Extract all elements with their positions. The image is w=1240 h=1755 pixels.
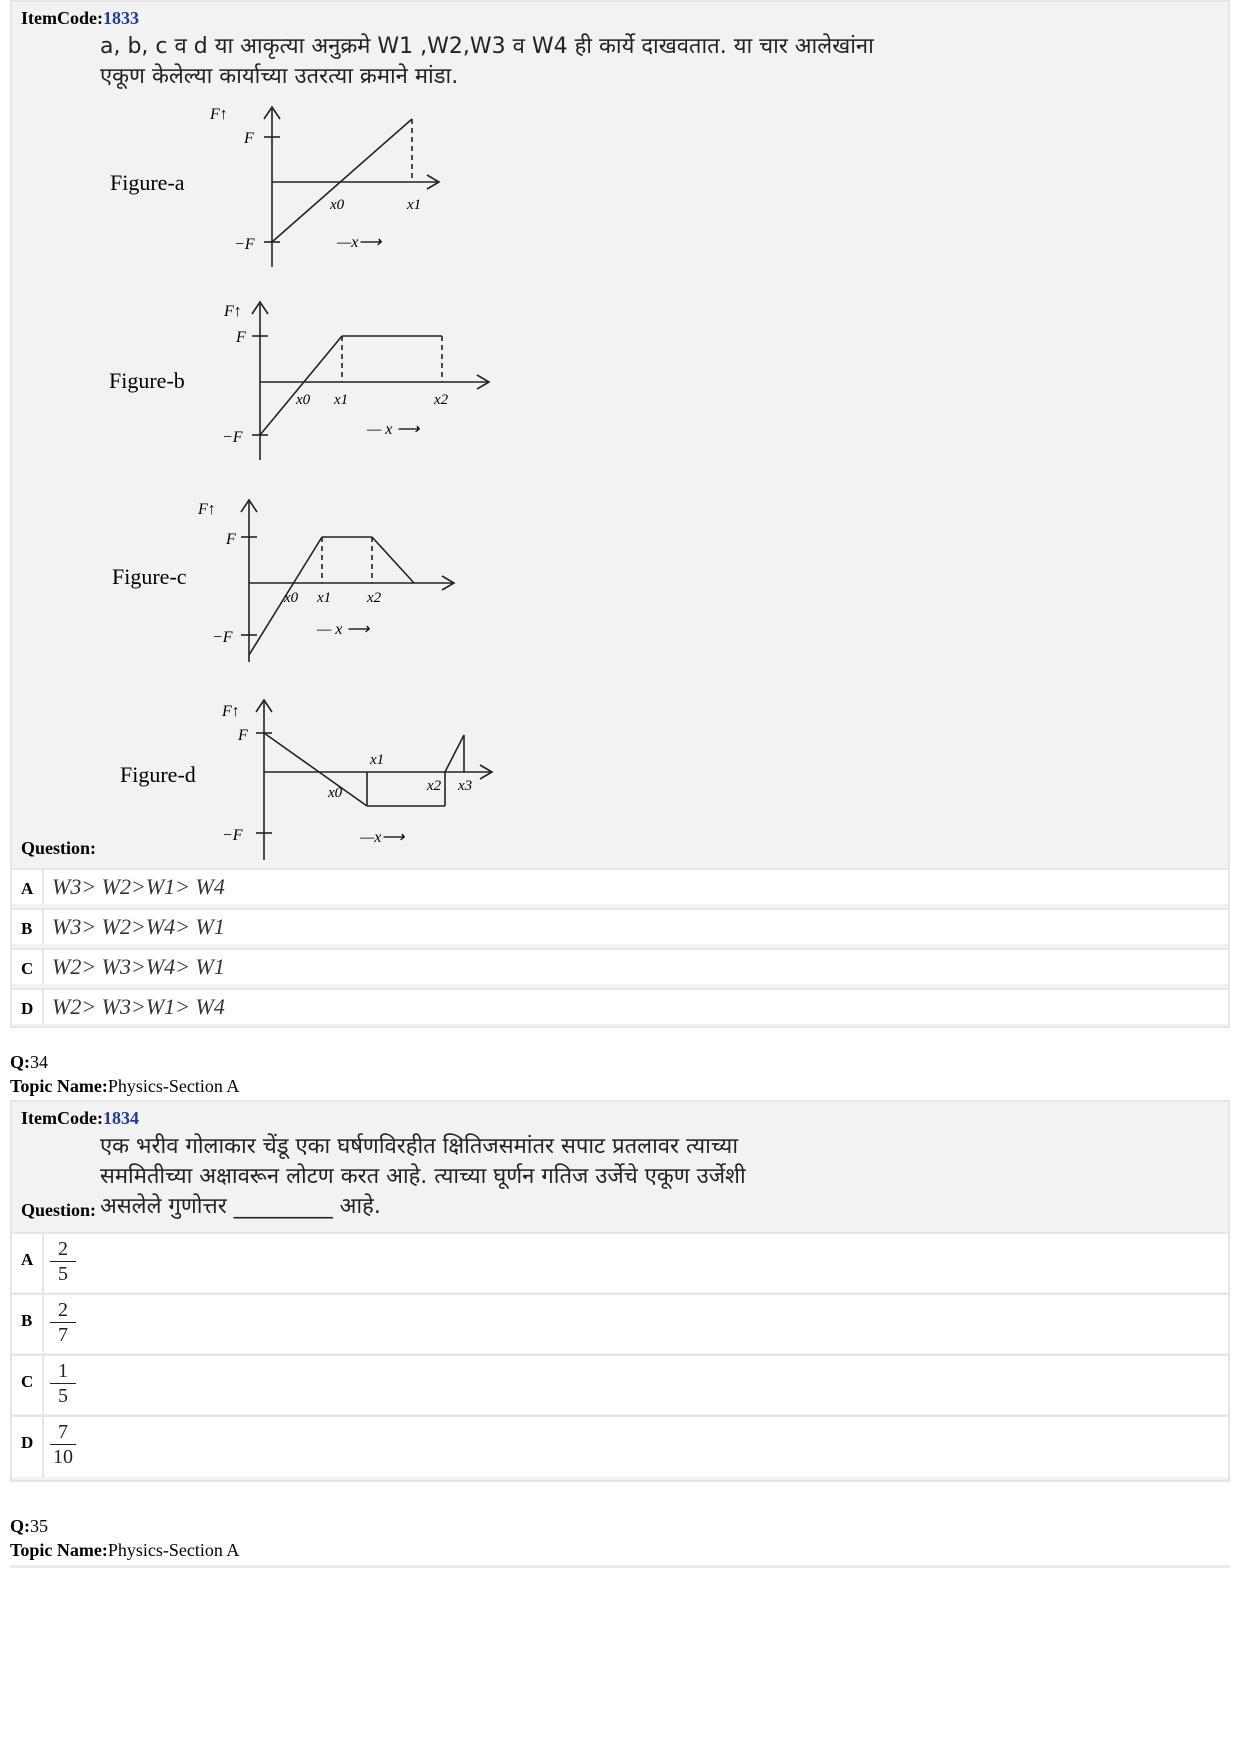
fig-d-x3: x3 <box>458 778 473 794</box>
denominator: 7 <box>58 1324 68 1346</box>
topic-label: Topic Name: <box>10 1540 108 1560</box>
option-value: W3> W2>W4> W1 <box>52 914 225 939</box>
figure-a-label: Figure-a <box>110 170 185 195</box>
option-letter: D <box>21 1433 34 1452</box>
q-label: Q: <box>10 1516 30 1536</box>
fig-b-x2: x2 <box>434 392 449 408</box>
stem-line-2: सममितीच्या अक्षावरून लोटण करत आहे. त्याच्या घूर्णन गतिज उर्जेचे एकूण उर्जेशी <box>100 1164 746 1189</box>
option-letter: A <box>21 1250 34 1269</box>
option-d[interactable] <box>12 1415 1228 1477</box>
option-a[interactable] <box>12 1232 1228 1292</box>
topic-name: Physics-Section A <box>107 1076 240 1096</box>
question-number <box>10 1052 48 1073</box>
fig-c-x1: x1 <box>317 590 332 606</box>
item-code <box>21 8 139 29</box>
fig-b-x1: x1 <box>334 392 349 408</box>
fig-a-x0: x0 <box>330 197 345 213</box>
topic-line <box>10 1540 239 1561</box>
figure-d-label: Figure-d <box>120 762 196 787</box>
question-stem <box>100 32 874 92</box>
option-d[interactable] <box>12 988 1228 1024</box>
fig-d-x1: x1 <box>370 752 385 768</box>
option-value: W3> W2>W1> W4 <box>52 874 225 899</box>
stem-line-2: एकूण केलेल्या कार्याच्या उतरत्या क्रमाने मांडा. <box>100 64 459 89</box>
option-c[interactable] <box>12 1354 1228 1414</box>
fig-c-x2: x2 <box>367 590 382 606</box>
numerator: 1 <box>58 1360 68 1382</box>
denominator: 5 <box>58 1263 68 1285</box>
fig-b-x0: x0 <box>296 392 311 408</box>
topic-label: Topic Name: <box>10 1076 108 1096</box>
figure-c-label: Figure-c <box>112 564 187 589</box>
fig-d-x2: x2 <box>427 778 442 794</box>
q-label: Q: <box>10 1052 30 1072</box>
fig-c-y-top: F↑ <box>198 501 216 518</box>
question-label: Question: <box>21 838 97 858</box>
option-b[interactable] <box>12 908 1228 944</box>
question-stem <box>100 1132 746 1222</box>
fig-a-x-arrow: —x⟶ <box>337 234 382 251</box>
q-number: 35 <box>30 1516 48 1536</box>
option-letter: B <box>21 1311 33 1330</box>
fig-b-x-arrow: — x ⟶ <box>367 421 420 438</box>
fig-c-x-arrow: — x ⟶ <box>317 621 370 638</box>
figure-b-label: Figure-b <box>109 368 185 393</box>
fig-d-y-top: F↑ <box>222 703 240 720</box>
item-panel-1834 <box>10 1100 1230 1482</box>
item-code-label: ItemCode: <box>21 8 103 28</box>
item-code-number: 1834 <box>102 1108 139 1128</box>
q-number: 34 <box>30 1052 48 1072</box>
stem-line-1: एक भरीव गोलाकार चेंडू एका घर्षणविरहीत क्षितिजसमांतर सपाट प्रतलावर त्याच्या <box>100 1134 739 1159</box>
stem-line-3: असलेले गुणोत्तर _________ आहे. <box>100 1194 381 1219</box>
fig-a-y-neg: −F <box>234 236 255 253</box>
option-fraction <box>48 1238 78 1285</box>
figure-d-graph <box>202 690 502 865</box>
question-number <box>10 1516 48 1537</box>
figure-a-graph <box>192 97 452 272</box>
fig-c-y-pos: F <box>226 531 236 548</box>
question-label: Question: <box>21 1200 97 1220</box>
option-fraction <box>48 1299 78 1346</box>
figure-b-graph <box>202 292 492 467</box>
option-letter: D <box>21 999 34 1018</box>
denominator: 10 <box>53 1446 73 1468</box>
item-code <box>21 1108 139 1129</box>
fig-d-y-neg: −F <box>222 827 243 844</box>
item-panel-1833 <box>10 0 1230 1028</box>
option-letter: A <box>21 879 34 898</box>
fig-b-y-pos: F <box>236 329 246 346</box>
stem-line-1: a, b, c व d या आकृत्या अनुक्रमे W1 ,W2,W3 व W4 ही कार्ये दाखवतात. या चार आलेखांना <box>100 34 874 59</box>
fig-d-x-arrow: —x⟶ <box>360 829 405 846</box>
denominator: 5 <box>58 1385 68 1407</box>
item-code-label: ItemCode: <box>21 1108 103 1128</box>
item-code-number: 1833 <box>102 8 139 28</box>
option-letter: C <box>21 959 34 978</box>
fig-b-y-neg: −F <box>222 429 243 446</box>
topic-name: Physics-Section A <box>107 1540 240 1560</box>
option-letter: B <box>21 919 33 938</box>
option-value: W2> W3>W4> W1 <box>52 954 225 979</box>
fig-a-y-top: F↑ <box>210 106 228 123</box>
option-c[interactable] <box>12 948 1228 984</box>
fig-c-y-neg: −F <box>212 629 233 646</box>
fig-a-y-pos: F <box>244 130 254 147</box>
option-fraction <box>48 1360 78 1407</box>
option-a[interactable] <box>12 868 1228 904</box>
option-b[interactable] <box>12 1293 1228 1353</box>
option-letter: C <box>21 1372 34 1391</box>
numerator: 2 <box>58 1238 68 1260</box>
numerator: 7 <box>58 1421 68 1443</box>
option-fraction <box>48 1421 78 1468</box>
fig-d-x0: x0 <box>328 785 343 801</box>
option-value: W2> W3>W1> W4 <box>52 994 225 1019</box>
topic-line <box>10 1076 239 1097</box>
fig-c-x0: x0 <box>284 590 299 606</box>
fig-a-x1: x1 <box>407 197 422 213</box>
fig-d-y-pos: F <box>238 727 248 744</box>
divider <box>10 1565 1230 1568</box>
figure-c-graph <box>192 490 462 670</box>
numerator: 2 <box>58 1299 68 1321</box>
fig-b-y-top: F↑ <box>224 303 242 320</box>
